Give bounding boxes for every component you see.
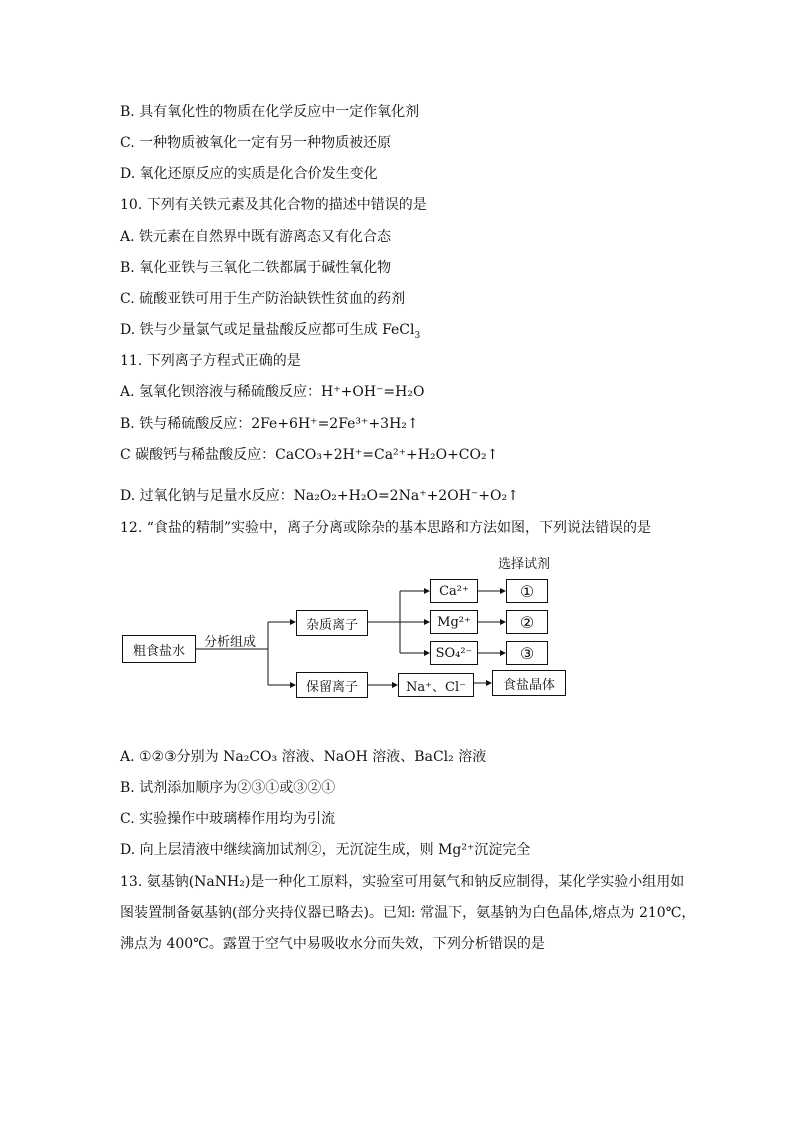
q11-stem: 11. 下列离子方程式正确的是 [120, 353, 301, 369]
q9-option-d: D. 氧化还原反应的实质是化合价发生变化 [120, 166, 378, 182]
q10-option-d-subscript: 3 [414, 330, 421, 341]
salt-purification-diagram [0, 545, 794, 705]
q11-option-a: A. 氢氧化钡溶液与稀硫酸反应：H⁺+OH⁻=H₂O [120, 384, 425, 400]
q13-stem-line-2: 图装置制备氨基钠(部分夹持仪器已略去)。已知: 常温下，氨基钠为白色晶体,熔点为 210℃， [120, 905, 696, 921]
diagram-connectors [0, 545, 794, 705]
q10-option-a: A. 铁元素在自然界中既有游离态又有化合态 [120, 229, 392, 245]
crude-brine-box: 粗食盐水 [122, 635, 196, 663]
magnesium-ion-box: Mg²⁺ [430, 610, 478, 634]
q9-option-c: C. 一种物质被氧化一定有另一种物质被还原 [120, 135, 392, 151]
sulfate-ion-box: SO₄²⁻ [430, 641, 478, 665]
q13-stem-line-1: 13. 氨基钠(NaNH₂)是一种化工原料，实验室可用氨气和钠反应制得，某化学实验小组用如 [120, 874, 685, 890]
q10-option-c: C. 硫酸亚铁可用于生产防治缺铁性贫血的药剂 [120, 291, 406, 307]
q11-option-d: D. 过氧化钠与足量水反应：Na₂O₂+H₂O=2Na⁺+2OH⁻+O₂↑ [120, 488, 519, 504]
reagent-2-box: ② [506, 610, 548, 634]
q11-option-b: B. 铁与稀硫酸反应：2Fe+6H⁺=2Fe³⁺+3H₂↑ [120, 416, 419, 432]
q12-option-d: D. 向上层清液中继续滴加试剂②，无沉淀生成，则 Mg²⁺沉淀完全 [120, 842, 531, 858]
sodium-chloride-ions-box: Na⁺、Cl⁻ [398, 673, 474, 697]
calcium-ion-box: Ca²⁺ [430, 579, 478, 603]
q10-option-d-text: D. 铁与少量氯气或足量盐酸反应都可生成 FeCl [120, 322, 415, 338]
q10-option-d [120, 320, 420, 340]
impurity-ions-box: 杂质离子 [296, 610, 368, 636]
retained-ions-box: 保留离子 [296, 672, 368, 698]
select-reagent-label: 选择试剂 [498, 557, 551, 572]
q12-option-b: B. 试剂添加顺序为②③①或③②① [120, 780, 336, 796]
q12-stem: 12. “食盐的精制”实验中，离子分离或除杂的基本思路和方法如图，下列说法错误的是 [120, 520, 652, 536]
reagent-1-box: ① [506, 579, 548, 603]
salt-crystal-box: 食盐晶体 [492, 670, 566, 696]
q9-option-b: B. 具有氧化性的物质在化学反应中一定作氧化剂 [120, 104, 420, 120]
q12-option-c: C. 实验操作中玻璃棒作用均为引流 [120, 811, 336, 827]
q10-stem: 10. 下列有关铁元素及其化合物的描述中错误的是 [120, 197, 427, 213]
q10-option-b: B. 氧化亚铁与三氧化二铁都属于碱性氧化物 [120, 260, 392, 276]
reagent-3-box: ③ [506, 641, 548, 665]
analyze-composition-label: 分析组成 [204, 635, 257, 650]
q11-option-c: C 碳酸钙与稀盐酸反应：CaCO₃+2H⁺=Ca²⁺+H₂O+CO₂↑ [120, 447, 499, 463]
q12-option-a: A. ①②③分别为 Na₂CO₃ 溶液、NaOH 溶液、BaCl₂ 溶液 [120, 749, 487, 765]
q13-stem-line-3: 沸点为 400℃。露置于空气中易吸收水分而失效，下列分析错误的是 [120, 936, 545, 952]
